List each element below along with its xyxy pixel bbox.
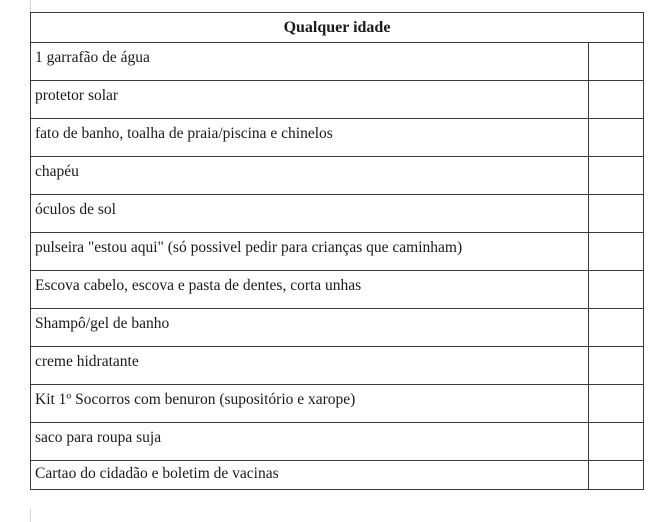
table-header: Qualquer idade [31,13,644,43]
item-label[interactable]: protetor solar [31,81,589,119]
table-row [31,271,644,309]
item-label[interactable]: saco para roupa suja [31,423,589,461]
table-header-row [31,13,644,43]
page-margin-marker-top [30,0,31,12]
item-label[interactable]: Kit 1º Socorros com benuron (supositório e xarope) [31,385,589,423]
table-row [31,157,644,195]
table-row [31,195,644,233]
check-cell[interactable] [589,233,644,271]
item-label[interactable]: Shampô/gel de banho [31,309,589,347]
item-label[interactable]: pulseira "estou aqui" (só possivel pedir para crianças que caminham) [31,233,589,271]
item-label[interactable]: 1 garrafão de água [31,43,589,81]
table-row [31,423,644,461]
item-label[interactable]: óculos de sol [31,195,589,233]
item-label[interactable]: fato de banho, toalha de praia/piscina e chinelos [31,119,589,157]
table-row [31,309,644,347]
check-cell[interactable] [589,195,644,233]
table-row [31,385,644,423]
table-row [31,43,644,81]
check-cell[interactable] [589,385,644,423]
page-margin-marker-bottom [30,509,31,522]
table-row [31,119,644,157]
check-cell[interactable] [589,43,644,81]
check-cell[interactable] [589,347,644,385]
check-cell[interactable] [589,461,644,490]
check-cell[interactable] [589,157,644,195]
check-cell[interactable] [589,423,644,461]
check-cell[interactable] [589,81,644,119]
item-label[interactable]: chapéu [31,157,589,195]
check-cell[interactable] [589,119,644,157]
item-label[interactable]: Escova cabelo, escova e pasta de dentes, corta unhas [31,271,589,309]
table-row [31,233,644,271]
check-cell[interactable] [589,271,644,309]
table-row [31,347,644,385]
table-row [31,81,644,119]
item-label[interactable]: Cartao do cidadão e boletim de vacinas [31,461,589,490]
table-row [31,461,644,490]
item-label[interactable]: creme hidratante [31,347,589,385]
check-cell[interactable] [589,309,644,347]
checklist-table [30,12,644,490]
